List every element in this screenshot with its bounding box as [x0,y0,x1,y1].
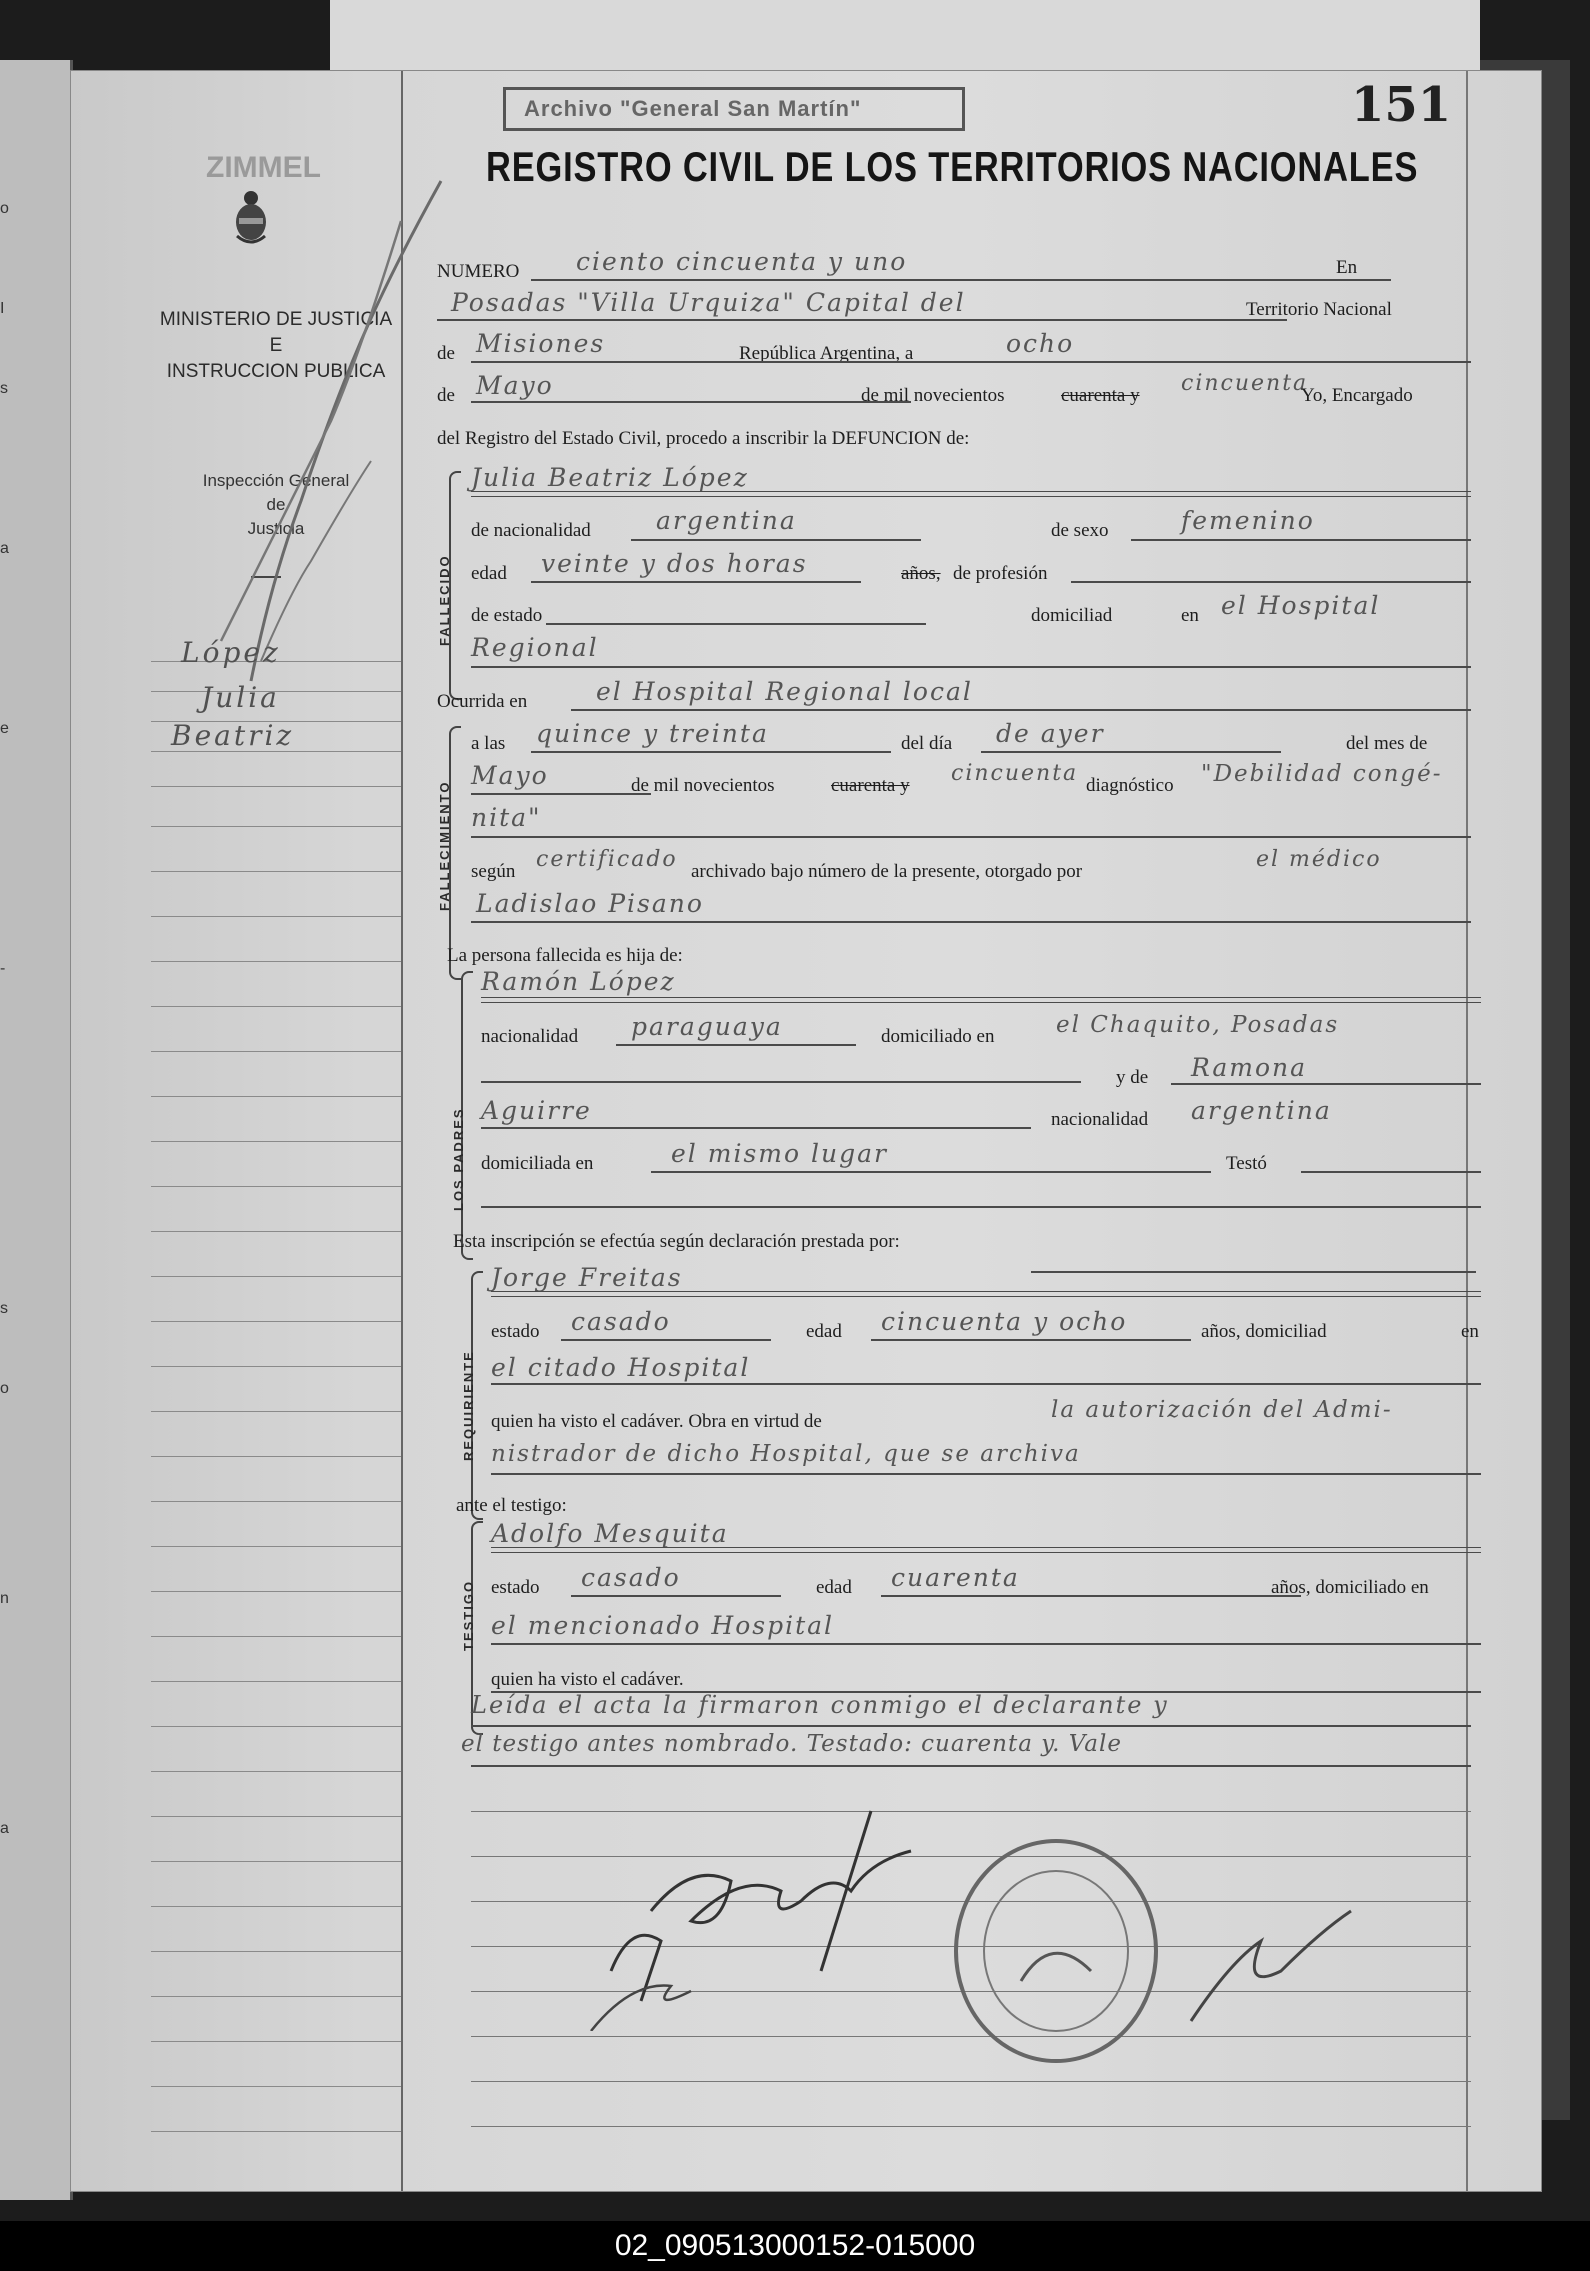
fallecimiento-novecientos-label: de mil novecientos [631,775,775,796]
madre-nacionalidad-label: nacionalidad [1051,1109,1149,1130]
requiriente-obra-value: la autorización del Admi- [1051,1397,1393,1423]
testigo-anios-label: años, domiciliado en [1271,1577,1429,1598]
requiriente-en-label: en [1461,1321,1479,1342]
territorio-label: Territorio Nacional [1246,299,1392,320]
requiriente-edad-label: edad [806,1321,842,1342]
fallecimiento-section-label: FALLECIMIENTO [437,780,452,911]
testigo-intro-label: ante el testigo: [456,1495,567,1516]
persona-fallecida-label: La persona fallecida es hija de: [447,945,683,966]
republica-label: República Argentina, a [739,343,914,364]
page-number: 151 [1351,77,1452,133]
testigo-quien-label: quien ha visto el cadáver. [491,1669,684,1690]
fallecido-nacionalidad-label: de nacionalidad [471,520,591,541]
madre-domicilio-value: el mismo lugar [671,1139,888,1168]
fallecimiento-medico-value-2: Ladislao Pisano [476,889,704,918]
de-mes-label: de [437,385,455,406]
lugar-value: Posadas "Villa Urquiza" Capital del [451,288,966,317]
novecientos-label: de mil novecientos [861,385,1005,406]
margin-name-second: Beatriz [171,719,295,752]
testo-label: Testó [1226,1153,1267,1174]
requiriente-anios-label: años, domiciliad [1201,1321,1327,1342]
fallecimiento-delmes-label: del mes de [1346,733,1428,754]
fallecimiento-alas-label: a las [471,733,506,754]
archive-stamp: Archivo "General San Martín" [503,87,965,131]
requiriente-edad-value: cincuenta y ocho [881,1307,1128,1336]
fallecido-estado-label: de estado [471,605,543,626]
ocurrida-value: el Hospital Regional local [596,677,973,706]
testigo-edad-label: edad [816,1577,852,1598]
ministry-line-1: MINISTERIO DE JUSTICIA [159,309,393,330]
requiriente-name-value: Jorge Freitas [491,1263,683,1292]
fallecido-domiciliad-label: domiciliad [1031,605,1113,626]
testigo-estado-value: casado [581,1563,681,1592]
fallecimiento-diagnostico-value-2: nita" [471,803,542,832]
fallecido-nacionalidad-value: argentina [656,506,797,535]
fallecimiento-anio-value: cincuenta [951,761,1079,786]
ocurrida-label: Ocurrida en [437,691,528,712]
padre-domicilio-value: el Chaquito, Posadas [1056,1012,1340,1038]
testigo-domicilio-value: el mencionado Hospital [491,1611,835,1640]
fallecido-section-label: FALLECIDO [437,554,452,646]
madre-nacionalidad-value: argentina [1191,1096,1332,1125]
register-page [70,70,1542,2192]
image-id-footer: 02_090513000152-015000 [0,2221,1590,2271]
de-label: de [437,343,455,364]
encargado-label: Yo, Encargado [1301,385,1413,406]
fallecido-edad-label: edad [471,563,507,584]
fallecimiento-dia-value: de ayer [996,719,1105,748]
cuarenta-label: cuarenta y [1061,385,1140,406]
testigo-estado-label: estado [491,1577,540,1598]
fallecimiento-certificado-value: certificado [536,847,678,872]
testigo-name-value: Adolfo Mesquita [491,1519,729,1548]
madre-surname-value: Aguirre [481,1096,592,1125]
fallecido-domicilio-value-2: Regional [471,633,599,662]
fallecimiento-hora-value: quince y treinta [536,719,769,748]
en-label: En [1336,257,1358,278]
padre-domiciliado-label: domiciliado en [881,1026,995,1047]
inscripcion-label: Esta inscripción se efectúa según declaración prestada por: [453,1231,900,1252]
mes-value: Mayo [476,371,554,400]
inspection-line-3: Justicia [247,519,305,538]
official-seal [941,1831,1171,2071]
fallecimiento-deldia-label: del día [901,733,953,754]
fallecimiento-diagnostico-label: diagnóstico [1086,775,1174,796]
inspection-line-1: Inspección General [202,471,350,490]
requiriente-obra-value-2: nistrador de dicho Hospital, que se archiva [491,1441,1081,1467]
madre-name-value: Ramona [1191,1053,1308,1082]
requiriente-estado-value: casado [571,1307,671,1336]
ministry-line-3: INSTRUCCION PUBLICA [166,361,386,382]
closing-line-1: Leída el acta la firmaron conmigo el declarante y [471,1691,1169,1719]
requiriente-domicilio-value: el citado Hospital [491,1353,751,1382]
fallecimiento-diagnostico-value: "Debilidad congé- [1201,761,1443,787]
registro-sentence: del Registro del Estado Civil, procedo a inscribir la DEFUNCION de: [437,428,970,449]
fallecimiento-cuarenta-label: cuarenta y [831,775,910,796]
madre-yde-label: y de [1116,1067,1149,1088]
madre-domiciliada-label: domiciliada en [481,1153,594,1174]
fallecimiento-medico-value: el médico [1256,847,1382,872]
numero-label: NUMERO [437,261,520,282]
requiriente-section-label: REQUIRIENTE [461,1350,476,1461]
fallecido-domicilio-value: el Hospital [1221,591,1381,620]
registrar-signature [1171,1881,1371,2041]
testigo-section-label: TESTIGO [461,1579,476,1651]
closing-line-2: el testigo antes nombrado. Testado: cuarenta y. Vale [461,1731,1122,1757]
testigo-edad-value: cuarenta [891,1563,1020,1592]
requiriente-quien-label: quien ha visto el cadáver. Obra en virtud de [491,1411,822,1432]
margin-name-surname: López [181,636,281,669]
ministry-line-2: E [269,335,283,356]
fallecido-anios-label: años, [901,563,941,584]
fallecido-name-value: Julia Beatriz López [471,463,749,492]
requiriente-estado-label: estado [491,1321,540,1342]
faded-mark: ZIMMEL [206,151,321,184]
padres-section-label: LOS PADRES [451,1107,466,1211]
fallecido-en-label: en [1181,605,1199,626]
fallecido-edad-value: veinte y dos horas [541,549,808,578]
inspection-line-2: de [266,495,286,514]
fallecido-sexo-value: femenino [1181,506,1315,535]
territorio-value: Misiones [476,329,606,358]
top-background [330,0,1480,70]
fallecido-sexo-label: de sexo [1051,520,1109,541]
margin-name-first: Julia [201,681,280,714]
margin-signature-scribble [161,161,461,701]
fallecimiento-mes-value: Mayo [471,761,549,790]
anio-value: cincuenta [1181,371,1309,396]
padre-nacionalidad-value: paraguaya [631,1012,783,1041]
fallecimiento-segun-label: según [471,861,516,882]
padre-name-value: Ramón López [481,967,676,996]
fallecido-profesion-label: de profesión [953,563,1048,584]
numero-value: ciento cincuenta y uno [576,247,908,276]
previous-page-edge: o I s a e - s o n a [0,60,73,2200]
right-margin-line [1466,71,1468,2191]
fallecimiento-archivado-label: archivado bajo número de la presente, otorgado por [691,861,1083,882]
padre-nacionalidad-label: nacionalidad [481,1026,579,1047]
dia-value: ocho [1006,329,1075,358]
page-title: REGISTRO CIVIL DE LOS TERRITORIOS NACIONALES [486,143,1419,190]
